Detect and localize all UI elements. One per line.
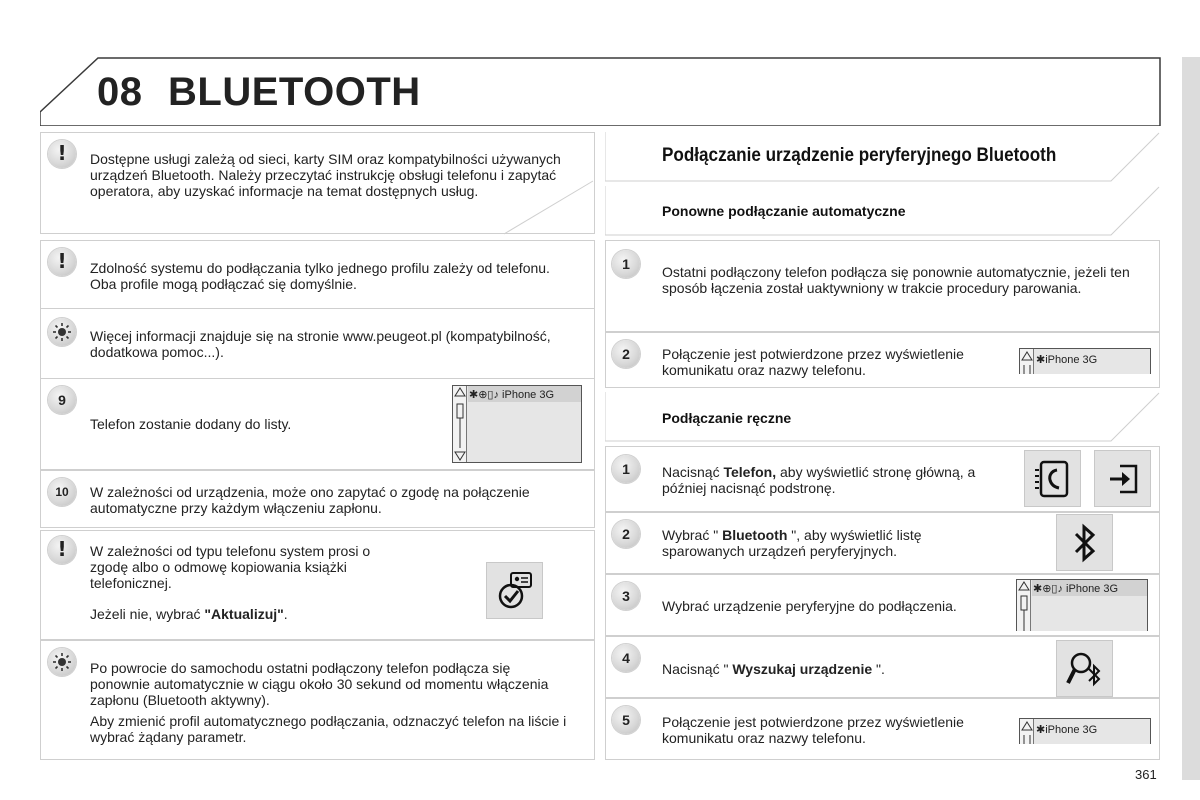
display-screen	[1016, 579, 1148, 631]
warning-icon: !	[48, 140, 76, 168]
bluetooth-status-icon: ✱	[1036, 724, 1046, 736]
manual-step-2-text: Wybrać " Bluetooth ", aby wyświetlić listę sparowanych urządzeń peryferyjnych.	[662, 527, 922, 559]
bluetooth-status-icon: ✱	[1036, 354, 1046, 366]
note-update-text: Jeżeli nie, wybrać "Aktualizuj".	[90, 606, 288, 622]
tip-website-text: Więcej informacji znajduje się na stronie www.peugeot.pl (kompatybilność, dodatkowa pomoc...).	[90, 328, 551, 360]
divider	[40, 308, 595, 309]
step-number-badge: 4	[612, 644, 640, 672]
screen-phone-name: iPhone 3G	[1045, 354, 1098, 366]
manual-step-1-text: Nacisnąć Telefon, aby wyświetlić stronę główną, a później nacisnąć podstronę.	[662, 464, 976, 496]
contacts-update-icon	[486, 562, 543, 619]
subsection-title-auto: Ponowne podłączanie automatyczne	[662, 203, 906, 219]
page-number: 361	[1135, 767, 1157, 782]
auto-step-2-text: Połączenie jest potwierdzone przez wyświetlenie komunikatu oraz nazwy telefonu.	[662, 346, 964, 378]
step-number-badge: 5	[612, 706, 640, 734]
display-screen	[1019, 348, 1151, 374]
chapter-number: 08	[97, 70, 143, 114]
step-number-badge: 2	[612, 520, 640, 548]
section-title: Podłączanie urządzenie peryferyjnego Bluetooth	[662, 145, 1057, 166]
tip-icon	[48, 648, 76, 676]
side-tab-bar	[1182, 57, 1200, 780]
screen-phone-name: iPhone 3G	[1066, 583, 1119, 595]
step-9-text: Telefon zostanie dodany do listy.	[90, 416, 292, 432]
search-device-icon	[1056, 640, 1113, 697]
screen-phone-name: iPhone 3G	[502, 389, 555, 401]
tip-auto-text-2: Aby zmienić profil automatycznego podłączania, odznaczyć telefon na liście i wybrać żądany parametr.	[90, 713, 567, 745]
step-number-badge: 1	[612, 250, 640, 278]
submenu-arrow-icon	[1094, 450, 1151, 507]
step-10-text: W zależności od urządzenia, może ono zapytać o zgodę na połączenie automatyczne przy każdym włączeniu zapłonu.	[90, 484, 530, 516]
warning-icon: !	[48, 536, 76, 564]
note-profiles-text: Zdolność systemu do podłączania tylko jednego profilu zależy od telefonu. Oba profile mogą podłączać się domyślnie.	[90, 260, 550, 292]
manual-step-4-text: Nacisnąć " Wyszukaj urządzenie ".	[662, 661, 885, 677]
bluetooth-icon	[1056, 514, 1113, 571]
status-icons: ✱⊕▯♪	[469, 389, 503, 401]
display-screen	[1019, 718, 1151, 744]
step-number-badge: 1	[612, 455, 640, 483]
note-services-text: Dostępne usługi zależą od sieci, karty SIM oraz kompatybilności używanych urządzeń Bluetooth. Należy przeczytać instrukcję obsługi telefonu i zapytać operatora, aby uzyskać informacje na temat dostępnych usług.	[90, 151, 561, 199]
step-number-badge: 3	[612, 582, 640, 610]
screen-phone-name: iPhone 3G	[1045, 724, 1098, 736]
step-number-badge: 9	[48, 386, 76, 414]
warning-icon: !	[48, 248, 76, 276]
tip-auto-text-1: Po powrocie do samochodu ostatni podłączony telefon podłącza się ponownie automatycznie w ciągu około 30 sekund od momentu włączenia zapłonu (Bluetooth aktywny).	[90, 660, 549, 708]
auto-step-1-text: Ostatni podłączony telefon podłącza się ponownie automatycznie, jeżeli ten sposób łączenia został uaktywniony w trakcie procedury parowania.	[662, 264, 1130, 296]
subsection-title-manual: Podłączanie ręczne	[662, 410, 792, 426]
display-screen	[452, 385, 582, 463]
tip-icon	[48, 318, 76, 346]
step-number-badge: 2	[612, 340, 640, 368]
phone-menu-icon	[1024, 450, 1081, 507]
step-number-badge: 10	[48, 478, 76, 506]
note-contacts-text: W zależności od typu telefonu system prosi o zgodę albo o odmowę kopiowania książki telefonicznej.	[90, 543, 371, 591]
manual-step-5-text: Połączenie jest potwierdzone przez wyświetlenie komunikatu oraz nazwy telefonu.	[662, 714, 964, 746]
status-icons: ✱⊕▯♪	[1033, 583, 1067, 595]
chapter-title: BLUETOOTH	[168, 70, 421, 114]
manual-step-3-text: Wybrać urządzenie peryferyjne do podłączenia.	[662, 598, 957, 614]
